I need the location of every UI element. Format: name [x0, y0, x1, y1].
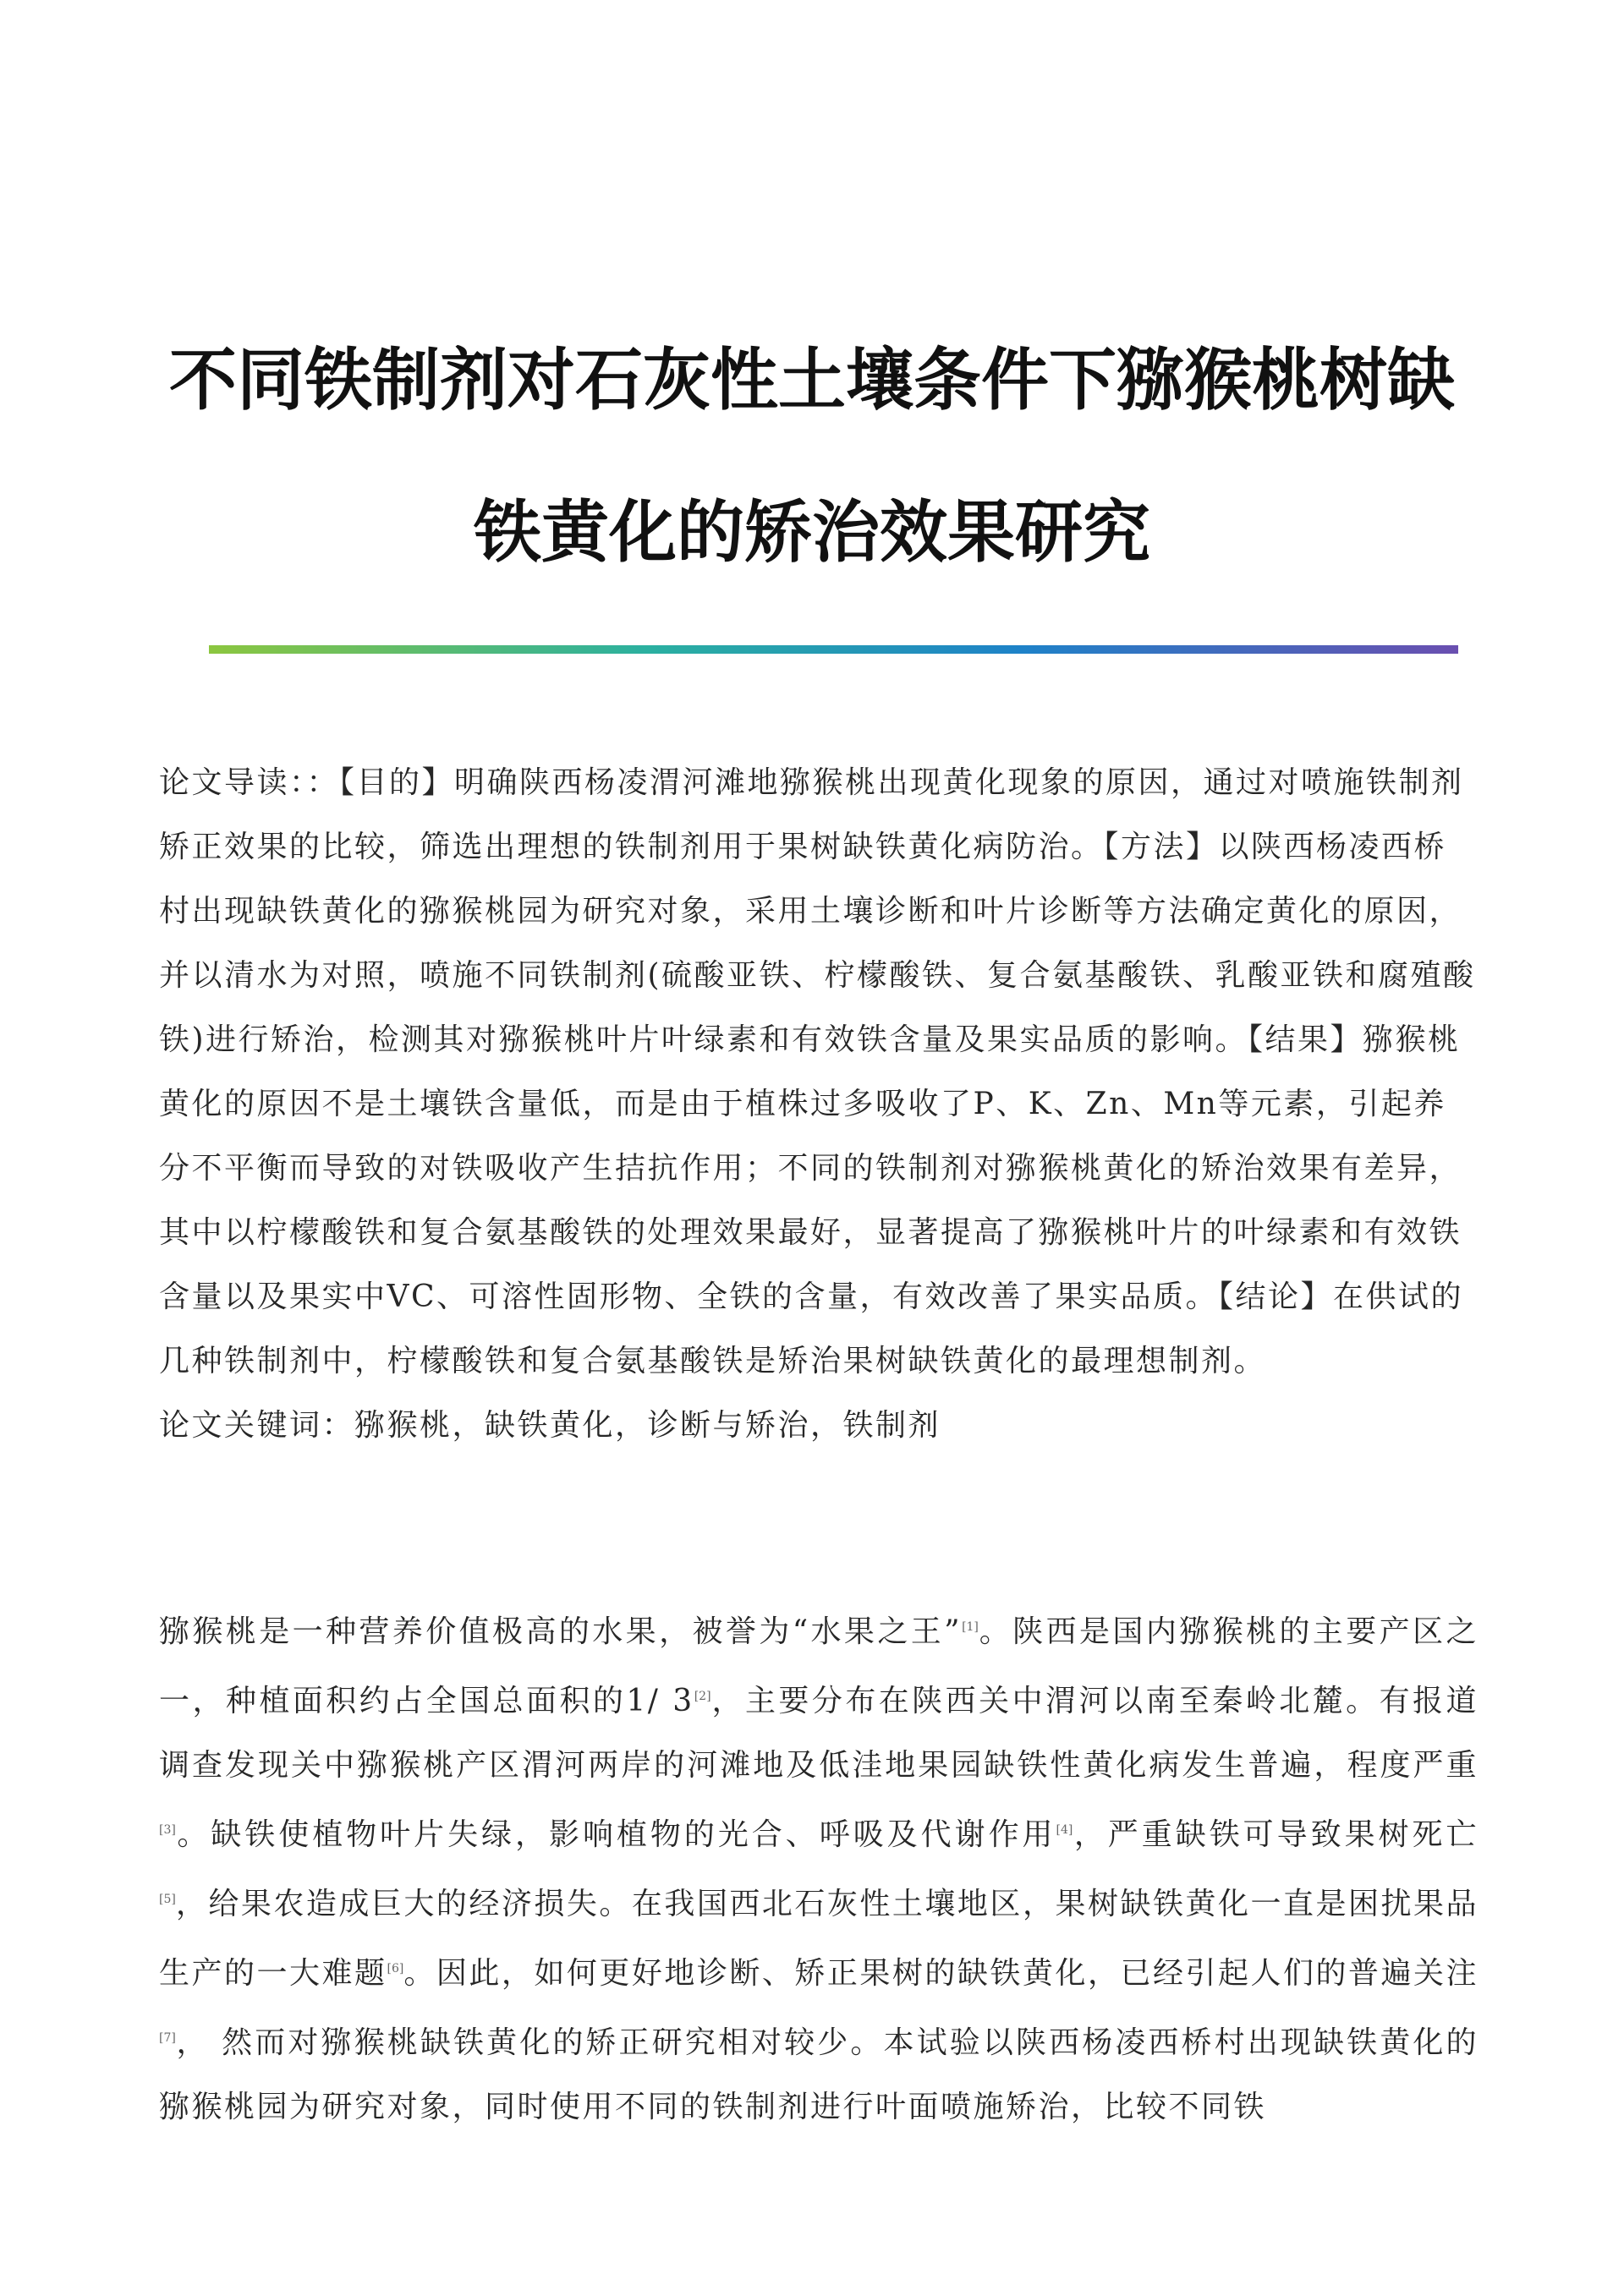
abstract — [159, 751, 1479, 1458]
body-sentence: ， 然而对猕猴桃缺铁黄化的矫正研究相对较少。本试验以陕西杨凌西桥村出现缺铁黄化的猕猴桃园为研究对象，同时使用不同的铁制剂进行叶面喷施矫治，比较不同铁 — [159, 2025, 1479, 2124]
citation-ref[interactable]: [6] — [387, 1962, 404, 1975]
intro-paragraph — [159, 1595, 1479, 2140]
citation-ref[interactable]: [5] — [159, 1893, 176, 1906]
body-sentence: 。陕西是国内猕猴桃的主要产区之一，种植面积约占全国总面积的1/ 3 — [159, 1614, 1479, 1718]
gradient-divider — [209, 645, 1458, 654]
body-sentence: 猕猴桃是一种营养价值极高的水果，被誉为“水果之王” — [159, 1614, 963, 1649]
title-line-2: 铁黄化的矫治效果研究 — [474, 493, 1150, 572]
title-line-1: 不同铁制剂对石灰性土壤条件下猕猴桃树缺 — [169, 341, 1455, 419]
body-sentence: ，主要分布在陕西关中渭河以南至秦岭北麓。有报道调查发现关中猕猴桃产区渭河两岸的河滩地及低洼地果园缺铁性黄化病发生普遍，程度严重 — [159, 1684, 1479, 1783]
body-sentence: 。缺铁使植物叶片失绿，影响植物的光合、呼吸及代谢作用 — [175, 1817, 1056, 1852]
page-title — [0, 304, 1624, 609]
body-sentence: 。因此，如何更好地诊断、矫正果树的缺铁黄化，已经引起人们的普遍关注 — [403, 1956, 1479, 1991]
keywords: 猕猴桃，缺铁黄化，诊断与矫治，铁制剂 — [354, 1408, 941, 1443]
keywords-label: 论文关键词： — [159, 1408, 355, 1443]
citation-ref[interactable]: [1] — [962, 1620, 979, 1634]
citation-ref[interactable]: [2] — [694, 1690, 711, 1703]
abstract-label: 论文导读： — [159, 765, 307, 800]
citation-ref[interactable]: [4] — [1056, 1823, 1073, 1837]
body-sentence: ，给果农造成巨大的经济损失。在我国西北石灰性土壤地区，果树缺铁黄化一直是困扰果品生产的一大难题 — [159, 1887, 1479, 1991]
citation-ref[interactable]: [3] — [159, 1823, 176, 1837]
citation-ref[interactable]: [7] — [159, 2031, 176, 2045]
body-sentence: ，严重缺铁可导致果树死亡 — [1073, 1817, 1479, 1852]
abstract-text: ：【目的】明确陕西杨凌渭河滩地猕猴桃出现黄化现象的原因，通过对喷施铁制剂矫正效果的比较，筛选出理想的铁制剂用于果树缺铁黄化病防治。【方法】以陕西杨凌西桥村出现缺铁黄化的猕猴桃园为研究对象，采用土壤诊断和叶片诊断等方法确定黄化的原因，并以清水为对照，喷施不同铁制剂(硫酸亚铁、柠檬酸铁、复合氨基酸铁、乳酸亚铁和腐殖酸铁)进行矫治，检测其对猕猴桃叶片叶绿素和有效铁含量及果实品质的影响。【结果】猕猴桃黄化的原因不是土壤铁含量低，而是由于植株过多吸收了P、K、Zn、Mn等元素，引起养分不平衡而导致的对铁吸收产生拮抗作用；不同的铁制剂对猕猴桃黄化的矫治效果有差异，其中以柠檬酸铁和复合氨基酸铁的处理效果最好，显著提高了猕猴桃叶片的叶绿素和有效铁含量以及果实中VC、可溶性固形物、全铁的含量，有效改善了果实品质。【结论】在供试的几种铁制剂中，柠檬酸铁和复合氨基酸铁是矫治果树缺铁黄化的最理想制剂。 — [159, 765, 1476, 1378]
